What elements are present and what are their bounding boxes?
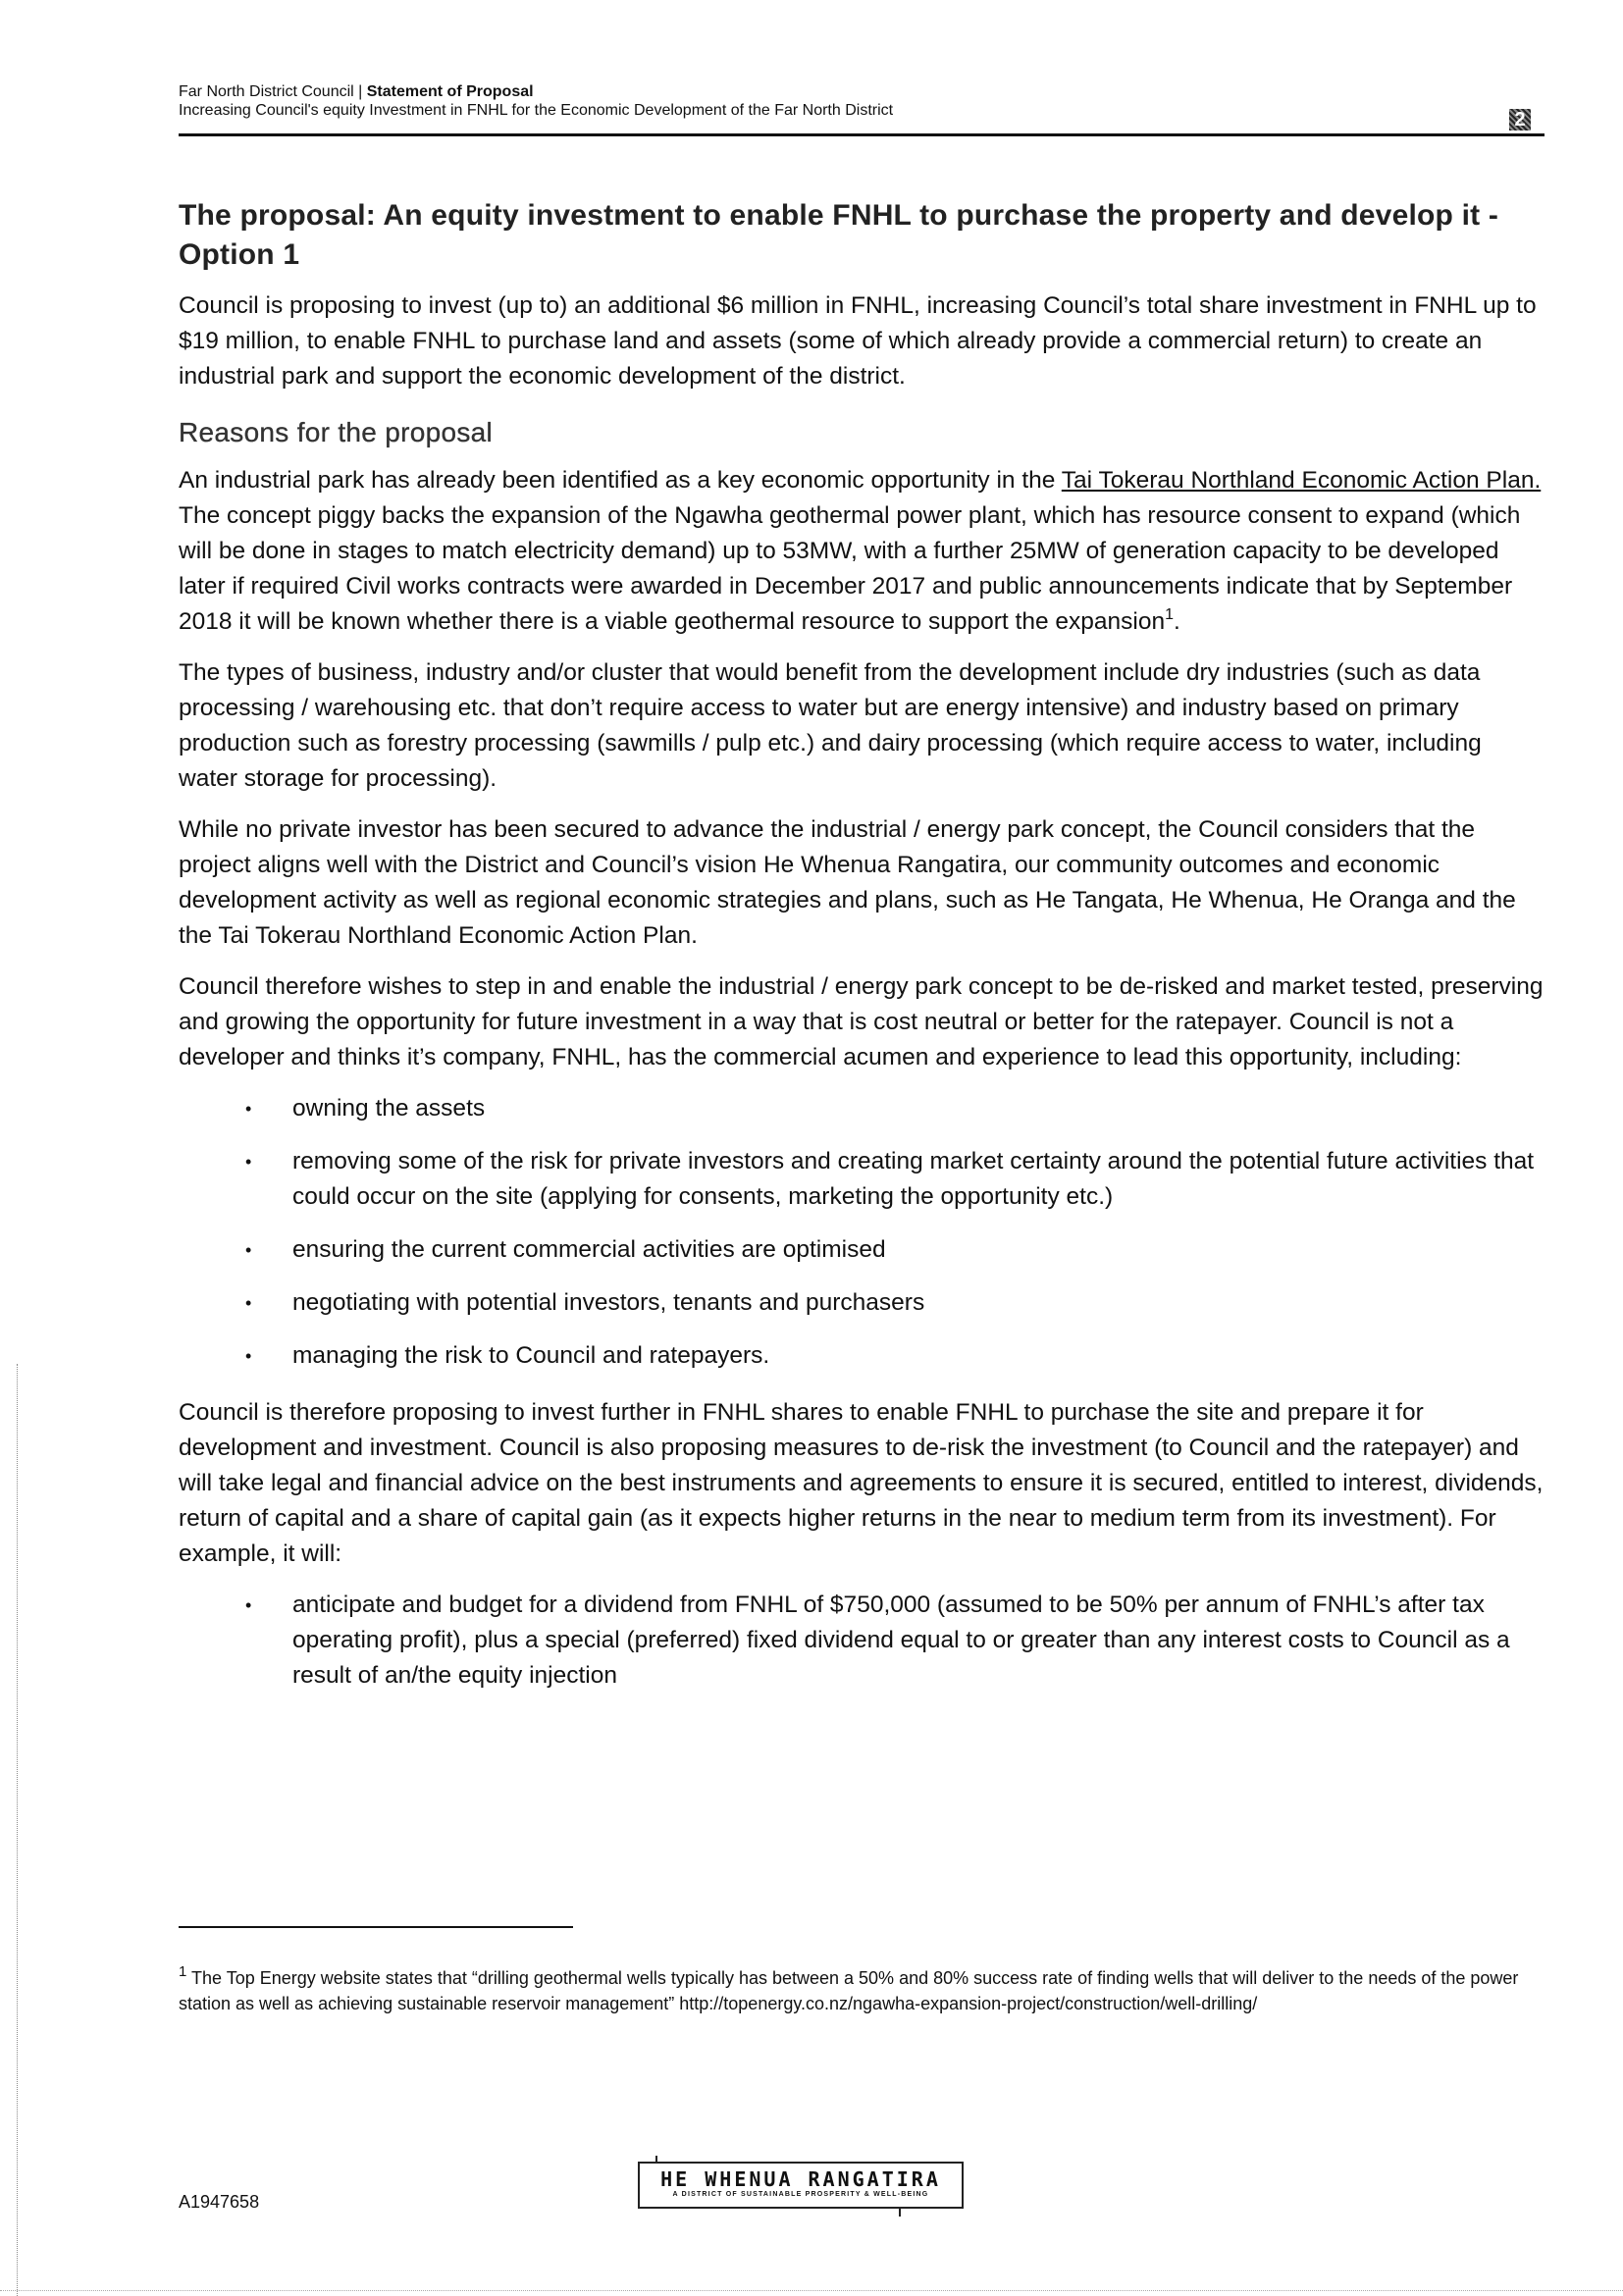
scan-margin-artifact (17, 1364, 18, 2296)
scan-bottom-artifact (0, 2290, 1623, 2291)
bullet-icon: • (245, 1099, 252, 1119)
list-item (179, 1285, 1544, 1321)
page-number-badge: 2 (1509, 109, 1531, 130)
list-item-text: owning the assets (292, 1095, 486, 1122)
list-item-text: negotiating with potential investors, tenants and purchasers (292, 1289, 925, 1316)
derisk-measures-list (179, 1588, 1544, 1694)
list-item (179, 1338, 1544, 1374)
reasons-paragraph-4: Council therefore wishes to step in and enable the industrial / energy park concept to be de-risked and market tested, preserving and growing the opportunity for future investment in a way that is cost neutral or better for the ratepayer. Council is not a developer and thinks it’s company, FNHL, has the commercial acumen and experience to lead this opportunity, including: (179, 973, 1544, 1070)
footnote-number: 1 (179, 1963, 187, 1980)
footnote (179, 1965, 1543, 2016)
reasons-paragraph-3: While no private investor has been secured to advance the industrial / energy park concept, the Council considers that the project aligns well with the District and Council’s vision He Whenua Rangatira, our community outcomes and economic development activity as well as regional economic strategies and plans, such as He Tangata, He Whenua, He Oranga and the the Tai Tokerau Northland Economic Action Plan. (179, 816, 1516, 949)
reasons-heading: Reasons for the proposal (179, 417, 494, 447)
intro-paragraph: Council is proposing to invest (up to) an additional $6 million in FNHL, increasing Council’s total share investment in FNHL up to $19 million, to enable FNHL to purchase land and assets (some of which already provide a commercial return) to create an industrial park and support the economic development of the district. (179, 292, 1537, 390)
main-content (179, 196, 1544, 1715)
list-item (179, 1144, 1544, 1215)
page-header (179, 82, 1544, 120)
header-doc-type: Statement of Proposal (366, 83, 534, 100)
para1-period: . (1174, 608, 1180, 635)
footnote-divider (179, 1926, 573, 1928)
logo-tick-icon (899, 2207, 901, 2217)
header-subtitle: Increasing Council's equity Investment in FNHL for the Economic Development of the Far North District (179, 102, 894, 119)
bullet-icon: • (245, 1346, 252, 1366)
list-item (179, 1588, 1544, 1694)
header-org: Far North District Council (179, 83, 354, 100)
list-item-text: ensuring the current commercial activities are optimised (292, 1236, 886, 1263)
footnote-ref-1[interactable]: 1 (1165, 606, 1174, 623)
header-divider (179, 133, 1544, 136)
header-separator: | (353, 83, 367, 100)
reasons-paragraph-1 (179, 463, 1544, 640)
para1-text-start: An industrial park has already been identified as a key economic opportunity in the (179, 467, 1062, 494)
bullet-icon: • (245, 1595, 252, 1615)
he-whenua-rangatira-logo (638, 2162, 964, 2209)
list-item (179, 1232, 1544, 1268)
reasons-paragraph-2: The types of business, industry and/or cluster that would benefit from the development include dry industries (such as data processing / warehousing etc. that don’t require access to water but are energy intensive) and industry based on primary production such as forestry processing (sawmills / pulp etc.) and dairy processing (which require access to water, including water storage for processing). (179, 659, 1482, 792)
footnote-text: The Top Energy website states that “drilling geothermal wells typically has between a 50% and 80% success rate of finding wells that will deliver to the needs of the power station as well as achieving sustainable reservoir management” http://topenergy.co.nz/ngawha-expansion-project/construction/well-drilling/ (179, 1968, 1519, 2013)
logo-tick-icon (655, 2156, 657, 2164)
list-item-text: managing the risk to Council and ratepayers. (292, 1342, 770, 1369)
header-line-1 (179, 82, 1544, 101)
bullet-icon: • (245, 1293, 252, 1313)
list-item (179, 1091, 1544, 1126)
bullet-icon: • (245, 1240, 252, 1260)
economic-action-plan-link[interactable]: Tai Tokerau Northland Economic Action Plan. (1061, 467, 1542, 494)
para1-text-end: The concept piggy backs the expansion of the Ngawha geothermal power plant, which has resource consent to expand (which will be done in stages to match electricity demand) up to 53MW, with a further 25MW of generation capacity to be developed later if required Civil works contracts were awarded in December 2017 and public announcements indicate that by September 2018 it will be known whether there is a viable geothermal resource to support the expansion (179, 502, 1521, 635)
logo-subtitle: A DISTRICT OF SUSTAINABLE PROSPERITY & WELL-BEING (672, 2191, 929, 2198)
document-id: A1947658 (179, 2192, 260, 2212)
logo-title: HE WHENUA RANGATIRA (660, 2167, 941, 2191)
list-item-text: anticipate and budget for a dividend from FNHL of $750,000 (assumed to be 50% per annum of FNHL’s after tax operating profit), plus a special (preferred) fixed dividend equal to or greater than any interest costs to Council as a result of an/the equity injection (292, 1592, 1510, 1689)
section-title: The proposal: An equity investment to enable FNHL to purchase the property and develop it - Option 1 (179, 199, 1499, 271)
fnhl-capabilities-list (179, 1091, 1544, 1374)
bullet-icon: • (245, 1152, 252, 1172)
reasons-paragraph-5: Council is therefore proposing to invest further in FNHL shares to enable FNHL to purchase the site and prepare it for development and investment. Council is also proposing measures to de-risk the investment (to Council and the ratepayer) and will take legal and financial advice on the best instruments and agreements to ensure it is secured, entitled to interest, dividends, return of capital and a share of capital gain (as it expects higher returns in the near to medium term from its investment). For example, it will: (179, 1399, 1544, 1567)
list-item-text: removing some of the risk for private investors and creating market certainty around the potential future activities that could occur on the site (applying for consents, marketing the opportunity etc.) (292, 1148, 1535, 1210)
